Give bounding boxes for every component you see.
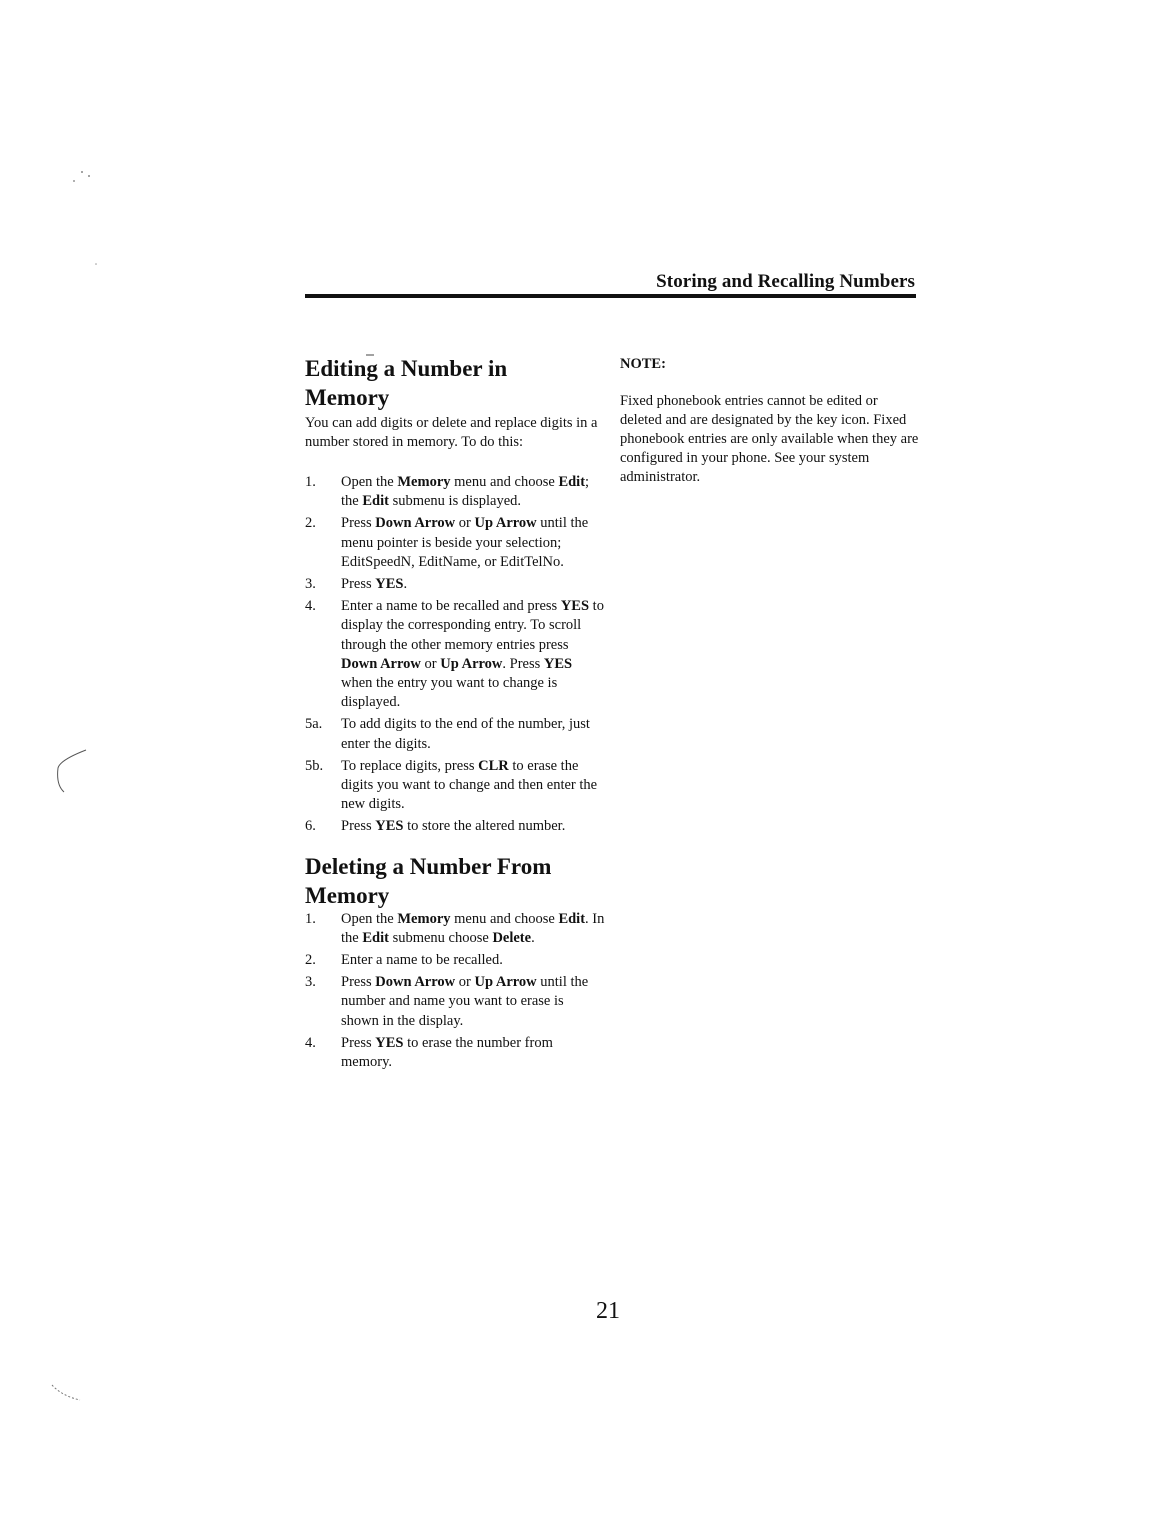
step-keyword: Down Arrow [341, 655, 421, 672]
step-keyword: YES [375, 1034, 404, 1051]
step-number: 2. [305, 952, 316, 969]
list-item [305, 910, 605, 948]
step-text: or [420, 655, 441, 672]
step-text: . Press [502, 655, 544, 672]
list-item [305, 597, 605, 712]
list-item [305, 757, 605, 815]
step-number: 2. [305, 515, 316, 532]
heading-editing: Editing a Number in Memory [305, 356, 508, 410]
step-text: To replace digits, press [341, 757, 479, 774]
step-text: submenu is displayed. [388, 493, 522, 510]
step-text: Enter a name to be recalled and press [341, 598, 561, 615]
step-text: until the menu pointer is beside your selection; EditSpeedN, EditName, or EditTelNo. [341, 515, 589, 570]
list-item [305, 473, 605, 511]
step-text: when the entry you want to change is displayed. [341, 675, 558, 711]
step-text: Press [341, 515, 376, 532]
step-number: 1. [305, 474, 316, 490]
step-text: Enter a name to be recalled. [341, 952, 503, 969]
step-keyword: YES [560, 598, 590, 615]
step-text: menu and choose [450, 474, 559, 490]
step-keyword: Down Arrow [375, 515, 456, 532]
step-text: to display the corresponding entry. To scroll through the other memory entries press [341, 598, 604, 653]
note-body: Fixed phonebook entries cannot be edited or deleted and are designated by the key icon. Fixed phonebook entries are only available when they are configured in your phone. See your system administrator. [620, 393, 919, 485]
step-keyword: Edit [558, 910, 586, 927]
step-text: to erase the digits you want to change and then enter the new digits. [341, 757, 598, 813]
deleting-steps [305, 910, 605, 1073]
left-column [305, 354, 605, 1075]
step-text: . In the [341, 910, 605, 946]
list-item [305, 973, 605, 1031]
step-keyword: Memory [397, 474, 451, 490]
step-keyword: Up Arrow [474, 974, 537, 991]
step-text: or [455, 974, 475, 991]
step-number: 3. [305, 974, 316, 991]
step-text: until the number and name you want to erase is shown in the display. [341, 974, 589, 1029]
step-text: Open the [341, 910, 398, 927]
step-keyword: Edit [362, 929, 389, 946]
step-text: Press [341, 1034, 376, 1051]
step-keyword: YES [375, 576, 404, 593]
step-number: 5a. [305, 716, 323, 733]
right-column [620, 356, 920, 487]
step-number: 4. [305, 598, 316, 615]
list-item [305, 817, 605, 836]
step-keyword: YES [543, 655, 573, 672]
step-number: 6. [305, 818, 316, 835]
step-number: 4. [305, 1034, 316, 1051]
step-text: To add digits to the end of the number, just enter the digits. [341, 716, 590, 752]
note-heading: NOTE: [620, 356, 666, 372]
step-keyword: Edit [362, 493, 389, 510]
step-text: menu and choose [450, 910, 559, 927]
step-text: ; the [341, 474, 590, 510]
step-keyword: Up Arrow [474, 515, 537, 532]
step-keyword: YES [375, 818, 404, 835]
list-item [305, 575, 605, 594]
editing-steps [305, 473, 605, 837]
step-text: submenu choose [388, 929, 493, 946]
step-number: 3. [305, 576, 316, 593]
step-keyword: Down Arrow [375, 974, 456, 991]
step-text: or [455, 515, 475, 532]
step-text: . [531, 929, 535, 946]
page-number: 21 [596, 1298, 620, 1324]
header-rule [305, 294, 916, 298]
step-text: to store the altered number. [403, 818, 566, 835]
list-item [305, 951, 605, 970]
step-number: 1. [305, 910, 316, 927]
step-text: Press [341, 576, 376, 593]
step-keyword: CLR [478, 757, 509, 774]
step-text: . [403, 576, 408, 593]
list-item [305, 1034, 605, 1072]
step-keyword: Edit [558, 474, 586, 490]
step-keyword: Up Arrow [440, 655, 503, 672]
step-keyword: Delete [492, 929, 532, 946]
step-text: Press [341, 974, 376, 991]
step-text: to erase the number from memory. [341, 1034, 553, 1071]
step-text: Open the [341, 474, 398, 490]
list-item [305, 715, 605, 753]
step-number: 5b. [305, 757, 324, 774]
running-header: Storing and Recalling Numbers [656, 271, 915, 292]
editing-intro: You can add digits or delete and replace digits in a number stored in memory. To do this: [305, 415, 598, 450]
heading-deleting: Deleting a Number From Memory [305, 853, 552, 908]
list-item [305, 514, 605, 572]
step-text: Press [341, 818, 376, 835]
step-keyword: Memory [397, 910, 451, 927]
